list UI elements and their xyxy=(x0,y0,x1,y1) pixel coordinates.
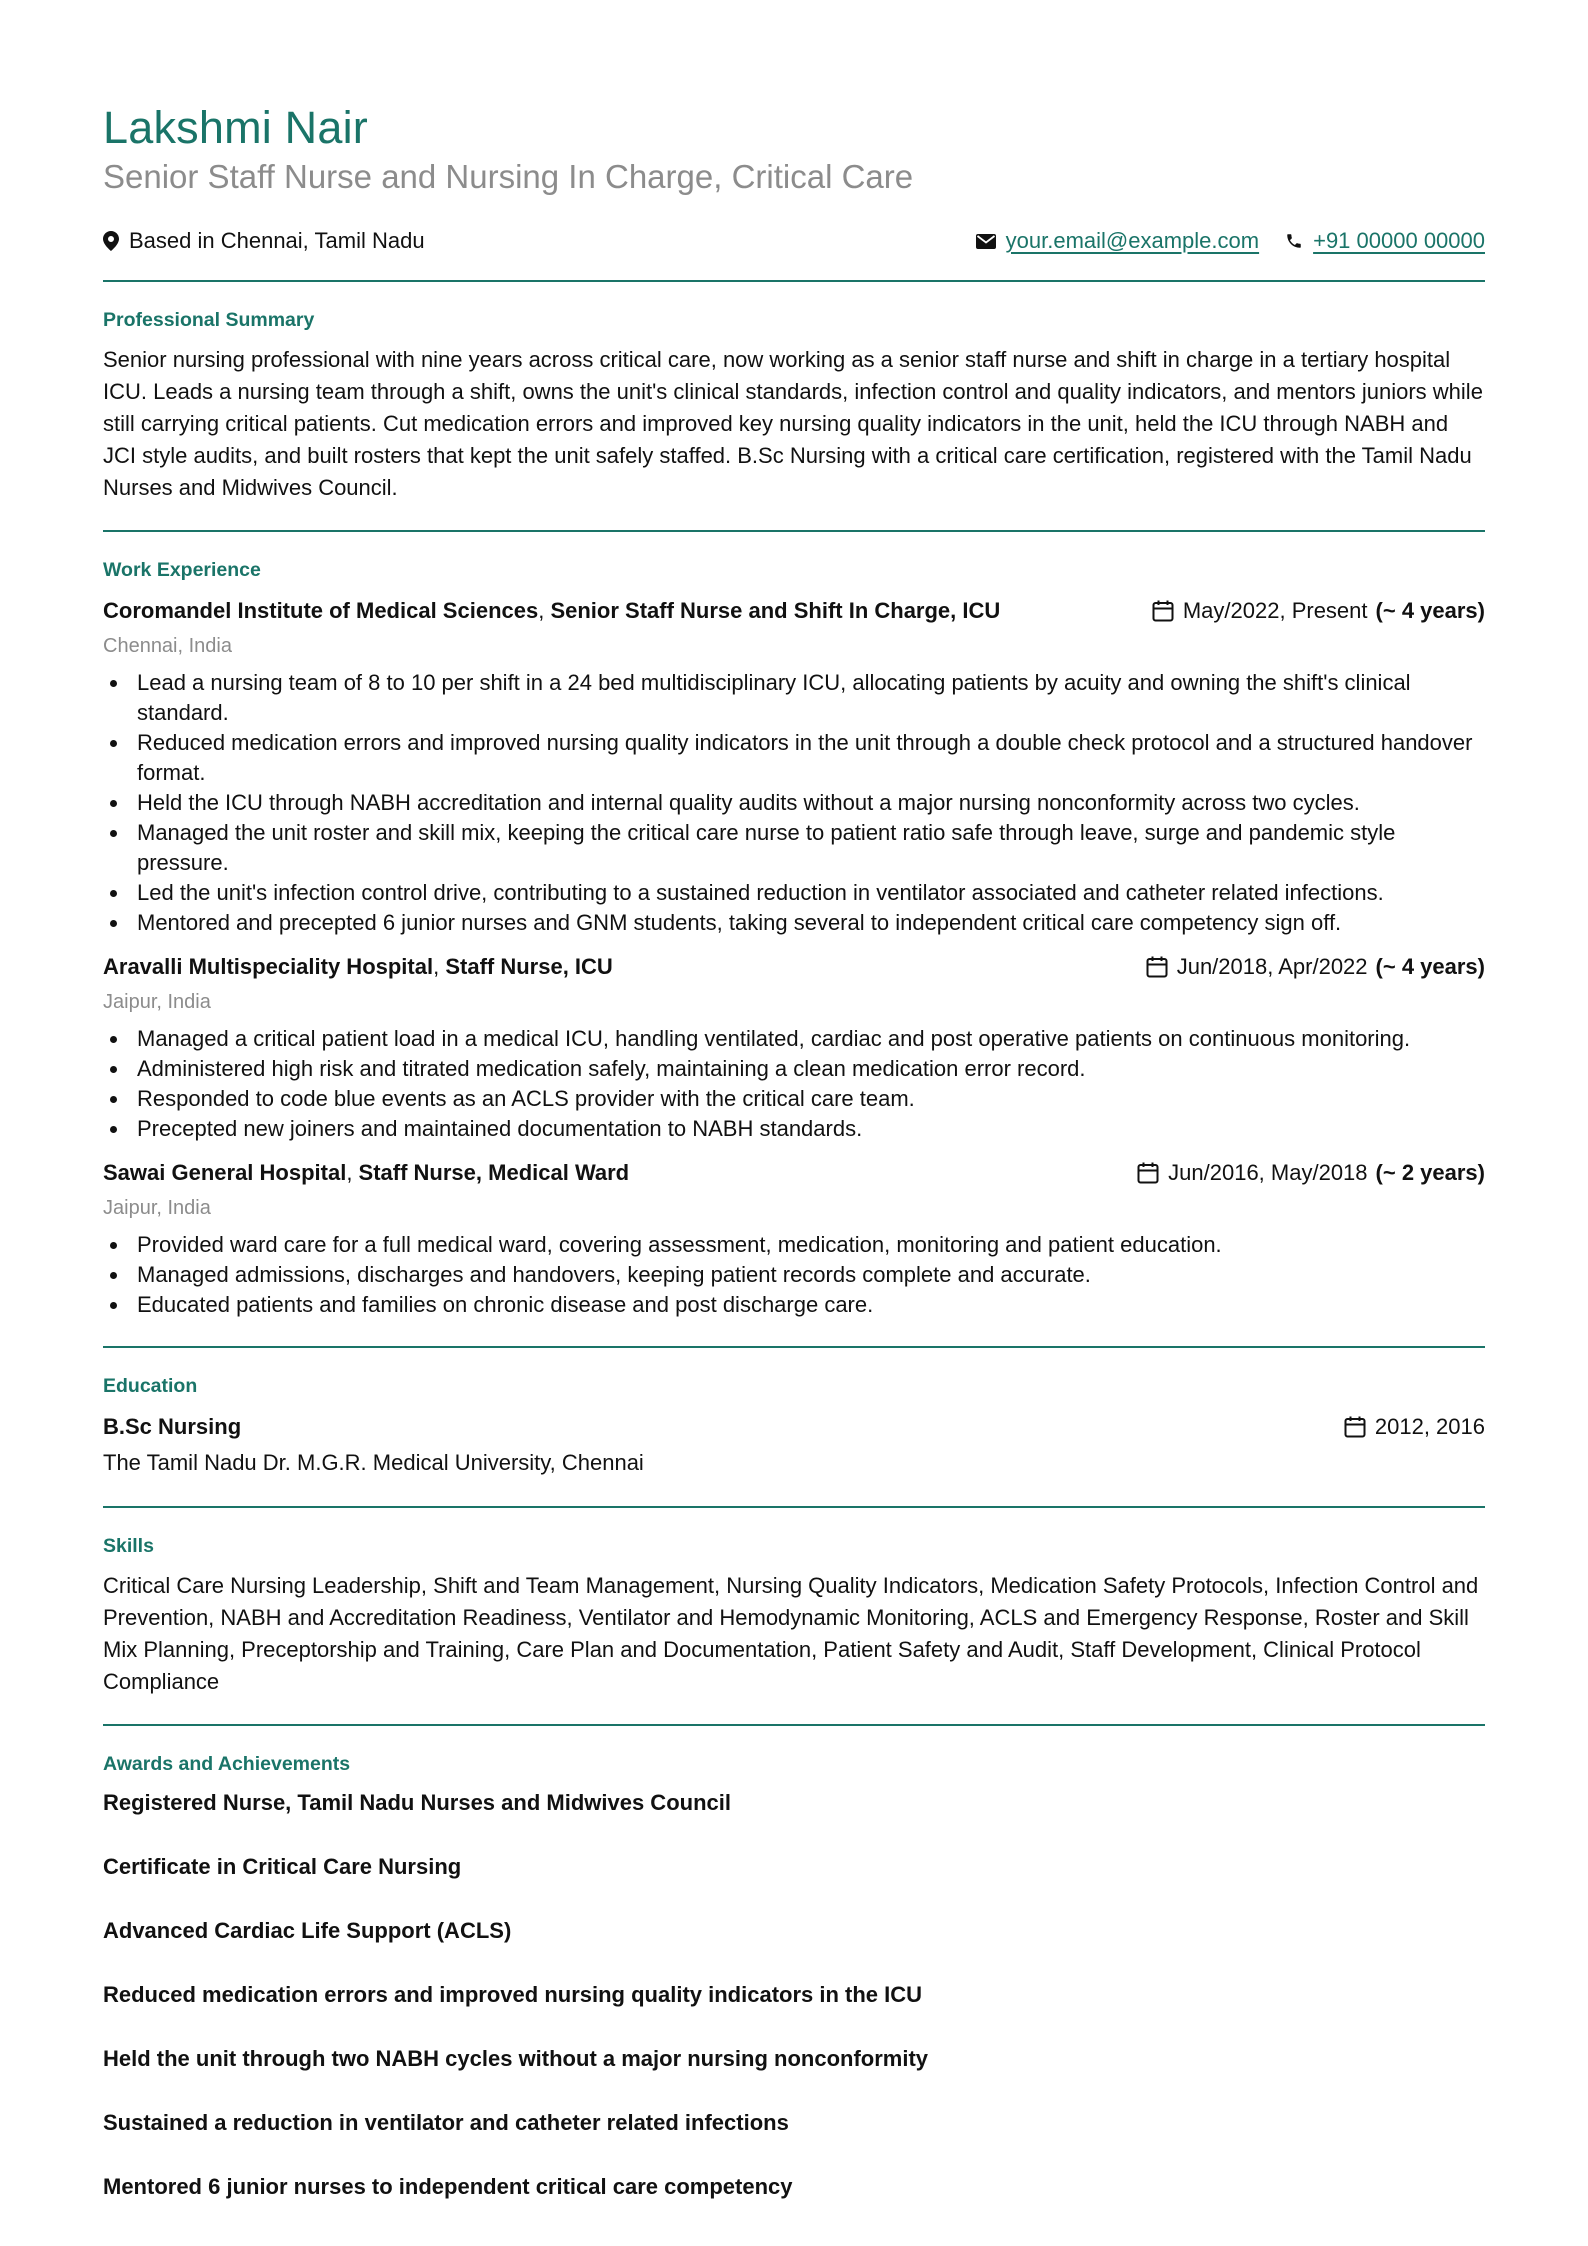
job-dates xyxy=(1151,598,1485,624)
job-header xyxy=(103,950,1485,984)
job-role: Senior Staff Nurse and Shift In Charge, ICU xyxy=(550,598,1001,623)
contact-links xyxy=(976,228,1485,254)
award-item: Mentored 6 junior nurses to independent critical care competency xyxy=(103,2174,793,2199)
skills-text: Critical Care Nursing Leadership, Shift and Team Management, Nursing Quality Indicators, Medication Safety Protocols, Infection Control and Prevention, NABH and Accreditation Readiness, Ventilator and Hemodynamic Monitoring, ACLS and Emergency Response, Roster and Skill Mix Planning, Preceptorship and Training, Care Plan and Documentation, Patient Safety and Audit, Staff Development, Clinical Protocol Compliance xyxy=(103,1573,1479,1694)
job-bullets xyxy=(103,1024,1485,1144)
job-entry xyxy=(103,1156,1485,1320)
skills-section xyxy=(103,1508,1485,1724)
job-role: Staff Nurse, ICU xyxy=(445,954,613,979)
calendar-icon xyxy=(1136,1161,1160,1185)
job-title xyxy=(103,1160,629,1186)
list-item: Responded to code blue events as an ACLS provider with the critical care team. xyxy=(103,1084,1485,1114)
education-dates xyxy=(1343,1414,1485,1440)
job-list xyxy=(103,594,1485,1320)
calendar-icon xyxy=(1343,1415,1367,1439)
award-item: Sustained a reduction in ventilator and catheter related infections xyxy=(103,2110,789,2135)
job-entry xyxy=(103,950,1485,1144)
job-bullets xyxy=(103,668,1485,938)
list-item: Administered high risk and titrated medication safely, maintaining a clean medication error record. xyxy=(103,1054,1485,1084)
education-header xyxy=(103,1410,1485,1444)
job-duration: (~ 4 years) xyxy=(1375,954,1485,979)
summary-text: Senior nursing professional with nine years across critical care, now working as a senior staff nurse and shift in charge in a tertiary hospital ICU. Leads a nursing team through a shift, owns the unit's clinical standards, infection control and quality indicators, and mentors juniors while still carrying critical patients. Cut medication errors and improved key nursing quality indicators in the unit, held the ICU through NABH and JCI style audits, and built rosters that kept the unit safely staffed. B.Sc Nursing with a critical care certification, registered with the Tamil Nadu Nurses and Midwives Council. xyxy=(103,347,1483,500)
list-item: Educated patients and families on chronic disease and post discharge care. xyxy=(103,1290,1485,1320)
section-title: Awards and Achievements xyxy=(103,1753,351,1775)
experience-section xyxy=(103,532,1485,1346)
section-title: Skills xyxy=(103,1535,154,1557)
list-item: Precepted new joiners and maintained documentation to NABH standards. xyxy=(103,1114,1485,1144)
award-item: Registered Nurse, Tamil Nadu Nurses and Midwives Council xyxy=(103,1790,731,1815)
calendar-icon xyxy=(1151,599,1175,623)
list-item: Mentored and precepted 6 junior nurses and GNM students, taking several to independent critical care competency sign off. xyxy=(103,908,1485,938)
job-employer: Aravalli Multispeciality Hospital xyxy=(103,954,434,979)
list-item: Provided ward care for a full medical ward, covering assessment, medication, monitoring and patient education. xyxy=(103,1230,1485,1260)
education-date-range: 2012, 2016 xyxy=(1374,1414,1485,1439)
section-title: Education xyxy=(103,1375,198,1397)
job-duration: (~ 4 years) xyxy=(1375,598,1485,623)
job-duration: (~ 2 years) xyxy=(1375,1160,1485,1185)
job-employer: Coromandel Institute of Medical Sciences xyxy=(103,598,539,623)
education-school: The Tamil Nadu Dr. M.G.R. Medical University, Chennai xyxy=(103,1450,644,1475)
job-date-range: Jun/2018, Apr/2022 xyxy=(1176,954,1368,979)
job-location: Chennai, India xyxy=(103,635,232,657)
list-item: Reduced medication errors and improved nursing quality indicators in the unit through a double check protocol and a structured handover format. xyxy=(103,728,1485,788)
list-item: Managed admissions, discharges and handovers, keeping patient records complete and accurate. xyxy=(103,1260,1485,1290)
list-item: Led the unit's infection control drive, contributing to a sustained reduction in ventilator associated and catheter related infections. xyxy=(103,878,1485,908)
candidate-title: Senior Staff Nurse and Nursing In Charge, Critical Care xyxy=(103,158,914,195)
job-separator: , xyxy=(346,1160,359,1185)
job-header xyxy=(103,594,1485,628)
list-item: Managed the unit roster and skill mix, keeping the critical care nurse to patient ratio safe through leave, surge and pandemic style pressure. xyxy=(103,818,1485,878)
job-separator: , xyxy=(433,954,446,979)
award-item: Reduced medication errors and improved nursing quality indicators in the ICU xyxy=(103,1982,923,2007)
list-item: Held the ICU through NABH accreditation and internal quality audits without a major nursing nonconformity across two cycles. xyxy=(103,788,1485,818)
phone-link[interactable]: +91 00000 00000 xyxy=(1313,228,1485,253)
awards-section xyxy=(103,1726,1485,2246)
job-dates xyxy=(1145,954,1485,980)
phone-item xyxy=(1285,228,1485,254)
job-entry xyxy=(103,594,1485,938)
job-dates xyxy=(1136,1160,1485,1186)
list-item: Managed a critical patient load in a medical ICU, handling ventilated, cardiac and post operative patients on continuous monitoring. xyxy=(103,1024,1485,1054)
phone-icon xyxy=(1285,232,1303,250)
list-item: Lead a nursing team of 8 to 10 per shift in a 24 bed multidisciplinary ICU, allocating patients by acuity and owning the shift's clinical standard. xyxy=(103,668,1485,728)
job-title xyxy=(103,598,1000,624)
job-bullets xyxy=(103,1230,1485,1320)
job-employer: Sawai General Hospital xyxy=(103,1160,347,1185)
award-list xyxy=(103,1788,1485,2202)
calendar-icon xyxy=(1145,955,1169,979)
section-title: Work Experience xyxy=(103,559,261,581)
job-separator: , xyxy=(538,598,551,623)
summary-section xyxy=(103,282,1485,530)
award-item: Held the unit through two NABH cycles without a major nursing nonconformity xyxy=(103,2046,929,2071)
job-title xyxy=(103,954,613,980)
location-text: Based in Chennai, Tamil Nadu xyxy=(129,228,425,253)
award-item: Advanced Cardiac Life Support (ACLS) xyxy=(103,1918,512,1943)
location-item xyxy=(103,228,425,254)
section-title: Professional Summary xyxy=(103,309,315,331)
job-role: Staff Nurse, Medical Ward xyxy=(358,1160,630,1185)
envelope-icon xyxy=(976,234,996,249)
education-degree: B.Sc Nursing xyxy=(103,1414,242,1439)
contact-bar xyxy=(103,226,1485,256)
email-link[interactable]: your.email@example.com xyxy=(1005,228,1260,253)
job-location: Jaipur, India xyxy=(103,991,211,1013)
candidate-name: Lakshmi Nair xyxy=(103,102,368,153)
award-item: Certificate in Critical Care Nursing xyxy=(103,1854,462,1879)
job-header xyxy=(103,1156,1485,1190)
job-location: Jaipur, India xyxy=(103,1197,211,1219)
job-date-range: May/2022, Present xyxy=(1182,598,1368,623)
job-date-range: Jun/2016, May/2018 xyxy=(1168,1160,1368,1185)
email-item xyxy=(976,228,1259,254)
map-pin-icon xyxy=(103,231,119,251)
education-section xyxy=(103,1348,1485,1506)
